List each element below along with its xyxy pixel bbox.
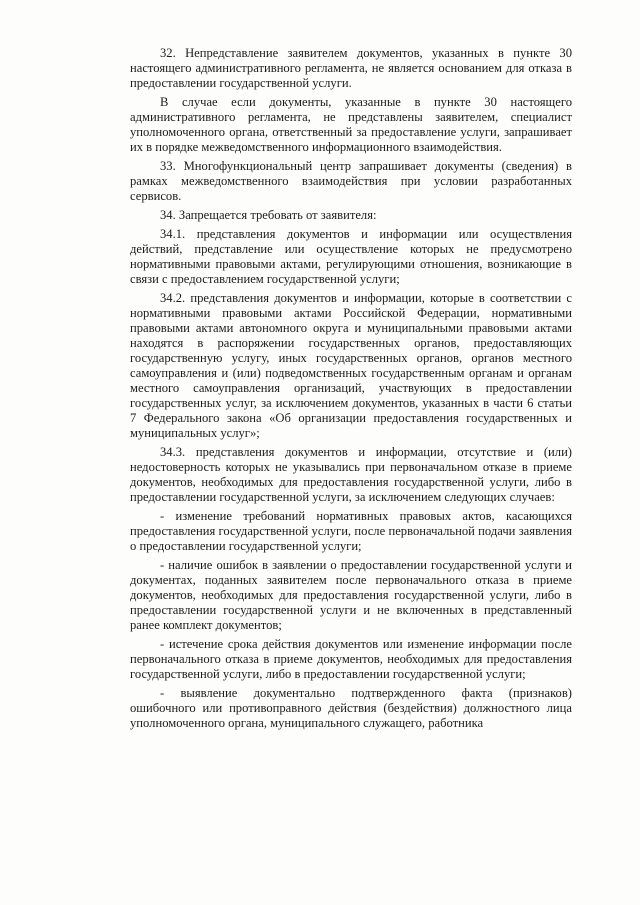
paragraph-32: 32. Непредставление заявителем документов, указанных в пункте 30 настоящего административного регламента, не является основанием для отказа в предоставлении государственной услуги. [130, 46, 572, 90]
list-item-unlawful-action: - выявление документально подтвержденного факта (признаков) ошибочного или противоправного действия (бездействия) должностного лица уполномоченного органа, муниципального служащего, работника [130, 686, 572, 730]
list-item-expiry-of-documents: - истечение срока действия документов или изменение информации после первоначального отказа в приеме документов, необходимых для предоставления государственной услуги, либо в предоставлении государственной услуги; [130, 637, 572, 681]
list-item-errors-in-application: - наличие ошибок в заявлении о предоставлении государственной услуги и документах, поданных заявителем после первоначального отказа в приеме документов, необходимых для предоставления государственной услуги, либо в предоставлении государственной услуги и не включенных в представленный ранее комплект документов; [130, 558, 572, 632]
list-item-requirements-change: - изменение требований нормативных правовых актов, касающихся предоставления государственной услуги, после первоначальной подачи заявления о предоставлении государственной услуги; [130, 509, 572, 553]
document-body [130, 46, 572, 731]
paragraph-34-2: 34.2. представления документов и информации, которые в соответствии с нормативными правовыми актами Российской Федерации, нормативными правовыми актами автономного округа и муниципальными правовыми актами находятся в распоряжении государственных органов, предоставляющих государственную услугу, иных государственных органов, органов местного самоуправления и (или) подведомственных государственным органам и органам местного самоуправления организаций, участвующих в предоставлении государственных услуг, за исключением документов, указанных в части 6 статьи 7 Федерального закона «Об организации предоставления государственных и муниципальных услуг»; [130, 291, 572, 440]
paragraph-33: 33. Многофункциональный центр запрашивает документы (сведения) в рамках межведомственного взаимодействия при условии разработанных сервисов. [130, 159, 572, 203]
paragraph-34: 34. Запрещается требовать от заявителя: [160, 208, 377, 222]
paragraph-34-1: 34.1. представления документов и информации или осуществления действий, представление или осуществление которых не предусмотрено нормативными правовыми актами, регулирующими отношения, возникающие в связи с предоставлением государственной услуги; [130, 227, 572, 286]
paragraph-32-continued: В случае если документы, указанные в пункте 30 настоящего административного регламента, не представлены заявителем, специалист уполномоченного органа, ответственный за предоставление услуги, запрашивает их в порядке межведомственного информационного взаимодействия. [130, 95, 572, 154]
paragraph-34-3: 34.3. представления документов и информации, отсутствие и (или) недостоверность которых не указывались при первоначальном отказе в приеме документов, необходимых для предоставления государственной услуги, либо в предоставлении государственной услуги, за исключением следующих случаев: [130, 445, 572, 504]
